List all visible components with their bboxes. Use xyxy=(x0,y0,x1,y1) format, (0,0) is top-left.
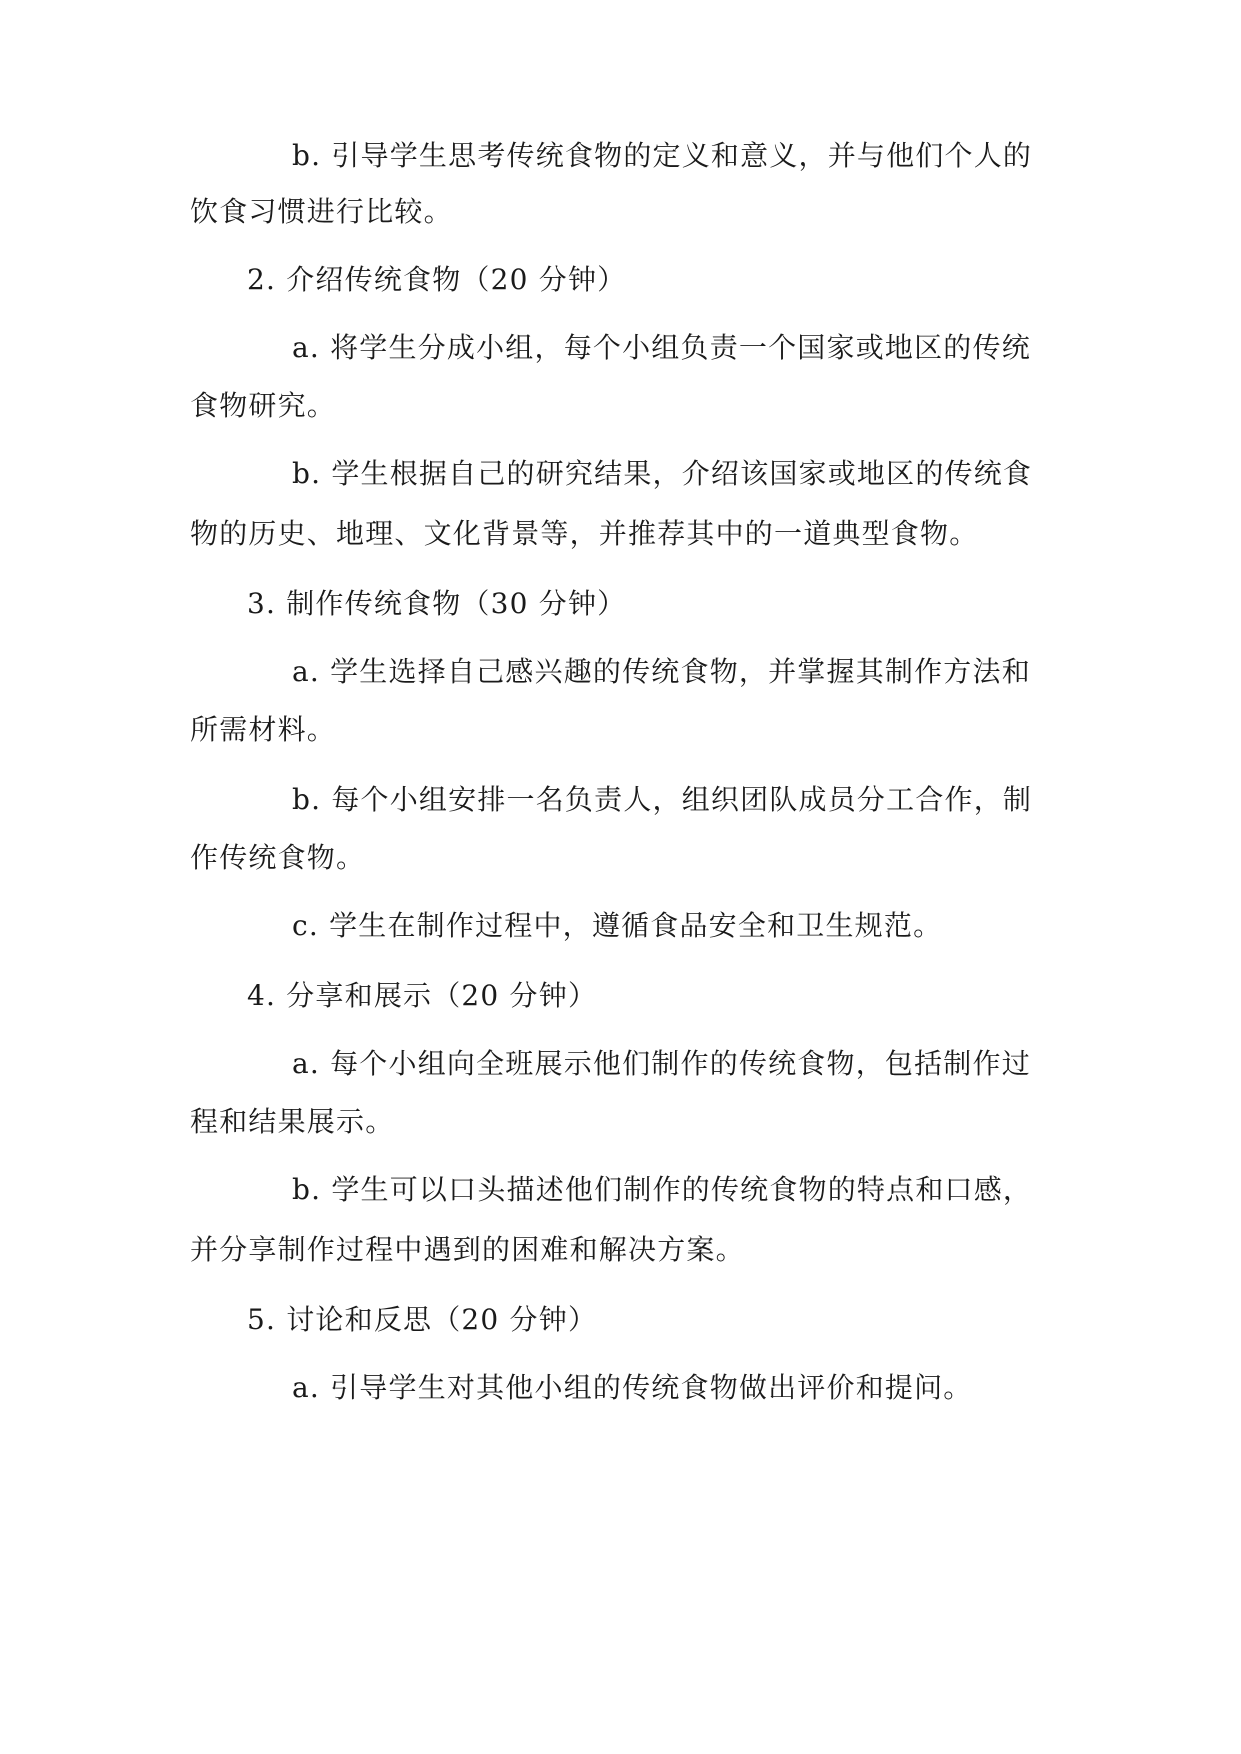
sub-item-line: 物的历史、地理、文化背景等，并推荐其中的一道典型食物。 xyxy=(190,517,979,550)
sub-item-line: 所需材料。 xyxy=(190,713,337,746)
sub-item-line: 并分享制作过程中遇到的困难和解决方案。 xyxy=(190,1233,745,1266)
sub-item-line: 食物研究。 xyxy=(190,389,337,422)
sub-item-line: b. 引导学生思考传统食物的定义和意义，并与他们个人的 xyxy=(292,139,1033,172)
section-heading: 2. 介绍传统食物（20 分钟） xyxy=(247,263,627,296)
section-heading: 5. 讨论和反思（20 分钟） xyxy=(247,1303,598,1336)
sub-item-line: 饮食习惯进行比较。 xyxy=(190,195,453,228)
sub-item-line: c. 学生在制作过程中，遵循食品安全和卫生规范。 xyxy=(292,909,943,942)
sub-item-line: b. 学生根据自己的研究结果，介绍该国家或地区的传统食 xyxy=(292,457,1033,490)
sub-item-line: a. 学生选择自己感兴趣的传统食物，并掌握其制作方法和 xyxy=(292,655,1031,688)
sub-item-line: a. 将学生分成小组，每个小组负责一个国家或地区的传统 xyxy=(292,331,1031,364)
sub-item-line: b. 每个小组安排一名负责人，组织团队成员分工合作，制 xyxy=(292,783,1033,816)
section-heading: 4. 分享和展示（20 分钟） xyxy=(247,979,598,1012)
sub-item-line: a. 引导学生对其他小组的传统食物做出评价和提问。 xyxy=(292,1371,973,1404)
sub-item-line: 作传统食物。 xyxy=(190,841,366,874)
sub-item-line: 程和结果展示。 xyxy=(190,1105,395,1138)
sub-item-line: a. 每个小组向全班展示他们制作的传统食物，包括制作过 xyxy=(292,1047,1031,1080)
sub-item-line: b. 学生可以口头描述他们制作的传统食物的特点和口感， xyxy=(292,1173,1033,1206)
section-heading: 3. 制作传统食物（30 分钟） xyxy=(247,587,627,620)
